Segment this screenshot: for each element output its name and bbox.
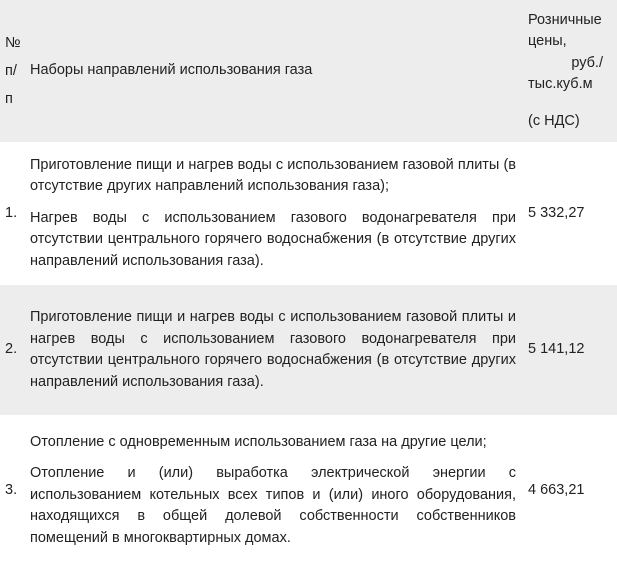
row-price: 5 141,12 (528, 341, 585, 358)
row-paragraph: Приготовление пищи и нагрев воды с использованием газовой плиты и нагрев воды с использованием газового водонагревателя при отсутствии центрального горячего водоснабжения (в отсутствие других направлений использования газа). (30, 309, 516, 390)
table-row (0, 142, 617, 285)
row-number: 3. (5, 481, 18, 498)
row-paragraph: Нагрев воды с использованием газового водонагревателя при отсутствии центрального горячего водоснабжения (в отсутствие других направлений использования газа). (30, 209, 516, 269)
row-paragraph: Приготовление пищи и нагрев воды с использованием газовой плиты (в отсутствие других направлений использования газа); (30, 156, 516, 195)
row-paragraph: Отопление и (или) выработка электрической энергии с использованием котельных всех типов и (или) иного оборудования, находящихся в общей долевой собственности собственников помещений в многоквартирных домах. (30, 465, 516, 546)
table-row (0, 285, 617, 415)
row-description (30, 307, 516, 393)
header-number-column (0, 29, 30, 113)
header-price-line: руб./ (571, 54, 603, 71)
table-row (0, 415, 617, 566)
header-number-line: № (5, 35, 21, 51)
header-number-line: п (5, 91, 13, 107)
row-price: 4 663,21 (528, 481, 585, 498)
table-header-row (0, 0, 617, 142)
header-price-column (516, 10, 617, 133)
header-price-line: тыс.куб.м (528, 76, 593, 93)
row-price: 5 332,27 (528, 204, 585, 221)
header-price-line: Розничные (528, 11, 602, 28)
header-price-line: цены, (528, 33, 567, 50)
row-number: 1. (5, 204, 18, 221)
header-description: Наборы направлений использования газа (30, 62, 313, 79)
row-number: 2. (5, 341, 18, 358)
row-description (30, 432, 516, 550)
row-description (30, 155, 516, 273)
header-number-line: п/ (5, 63, 17, 79)
row-paragraph: Отопление с одновременным использованием газа на другие цели; (30, 433, 487, 450)
header-price-vat: (с НДС) (528, 112, 580, 129)
